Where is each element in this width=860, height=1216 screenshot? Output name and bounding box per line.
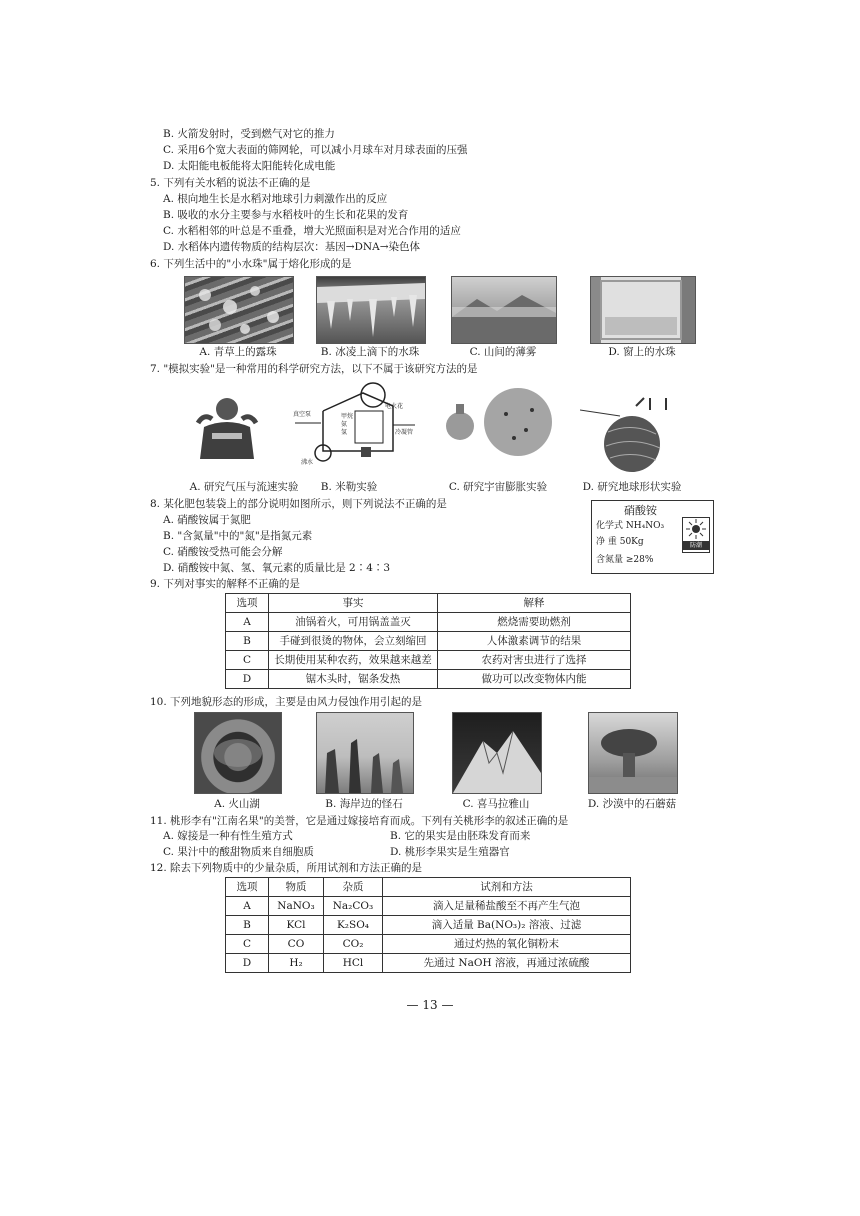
miller-apparatus-diagram bbox=[293, 381, 419, 469]
table-row bbox=[226, 897, 631, 916]
q11-option-b: B. 它的果实是由胚珠发育而来 bbox=[390, 830, 531, 842]
table-row bbox=[226, 632, 631, 651]
table-cell: B bbox=[226, 632, 269, 651]
q7-image-d-globe bbox=[580, 392, 686, 472]
table-row bbox=[226, 651, 631, 670]
q6-caption-a: A. 青草上的露珠 bbox=[199, 346, 277, 358]
icicle-icon bbox=[317, 277, 425, 343]
fertilizer-label-nitrogen: 含氮量 ≥28% bbox=[596, 555, 654, 565]
dew-drops-icon bbox=[185, 277, 293, 343]
q12-header-method: 试剂和方法 bbox=[383, 878, 631, 897]
q11-option-a: A. 嫁接是一种有性生殖方式 bbox=[163, 830, 293, 842]
table-cell: 锯木头时，锯条发热 bbox=[269, 670, 438, 689]
q6-image-b-icicle bbox=[316, 276, 426, 344]
table-row bbox=[226, 935, 631, 954]
table-cell: Na₂CO₃ bbox=[324, 897, 383, 916]
q9-stem: 9. 下列对事实的解释不正确的是 bbox=[150, 578, 300, 590]
q7-stem: 7. "模拟实验"是一种常用的科学研究方法，以下不属于该研究方法的是 bbox=[150, 363, 478, 375]
fertilizer-label-formula: 化学式 NH₄NO₃ bbox=[596, 521, 665, 531]
q8-option-a: A. 硝酸铵属于氮肥 bbox=[163, 514, 251, 526]
volcanic-lake-icon bbox=[195, 713, 281, 793]
q10-caption-c: C. 喜马拉雅山 bbox=[462, 798, 530, 810]
window-droplets-icon bbox=[591, 277, 695, 343]
q7b-hydrogen-label: 氢 bbox=[341, 429, 348, 436]
fertilizer-label-title: 硝酸铵 bbox=[624, 504, 657, 517]
table-cell: 油锅着火，可用锅盖盖灭 bbox=[269, 613, 438, 632]
q7-caption-a: A. 研究气压与流速实验 bbox=[189, 481, 299, 493]
q5-option-c: C. 水稻相邻的叶总是不重叠，增大光照面积是对光合作用的适应 bbox=[163, 225, 461, 237]
q6-caption-c: C. 山间的薄雾 bbox=[469, 346, 537, 358]
table-cell: 人体激素调节的结果 bbox=[438, 632, 631, 651]
table-cell: CO₂ bbox=[324, 935, 383, 954]
q7b-condenser-label: 冷凝管 bbox=[395, 429, 414, 436]
q11-option-c: C. 果汁中的酸甜物质来自细胞质 bbox=[163, 846, 314, 858]
q5-stem: 5. 下列有关水稻的说法不正确的是 bbox=[150, 177, 311, 189]
table-cell: 滴入足量稀盐酸至不再产生气泡 bbox=[383, 897, 631, 916]
q6-caption-b: B. 冰凌上滴下的水珠 bbox=[320, 346, 420, 358]
q12-table bbox=[225, 877, 631, 973]
table-cell: 滴入适量 Ba(NO₃)₂ 溶液、过滤 bbox=[383, 916, 631, 935]
mushroom-rock-icon bbox=[589, 713, 677, 793]
moisture-proof-icon bbox=[682, 517, 710, 553]
snow-mountain-icon bbox=[453, 713, 541, 793]
table-cell: 先通过 NaOH 溶液，再通过浓硫酸 bbox=[383, 954, 631, 973]
q10-image-c-himalaya bbox=[452, 712, 542, 794]
q9-header-fact: 事实 bbox=[269, 594, 438, 613]
table-cell: H₂ bbox=[269, 954, 324, 973]
q6-stem: 6. 下列生活中的"小水珠"属于熔化形成的是 bbox=[150, 258, 352, 270]
person-blowing-paper-icon bbox=[190, 393, 264, 459]
table-cell: 通过灼热的氧化铜粉末 bbox=[383, 935, 631, 954]
q10-caption-b: B. 海岸边的怪石 bbox=[325, 798, 403, 810]
q4-option-c: C. 采用6个宽大表面的筛网轮，可以减小月球车对月球表面的压强 bbox=[163, 144, 468, 156]
q8-stem: 8. 某化肥包装袋上的部分说明如图所示，则下列说法不正确的是 bbox=[150, 498, 447, 510]
q4-option-d: D. 太阳能电板能将太阳能转化成电能 bbox=[163, 160, 336, 172]
q7-image-c-balloon bbox=[440, 386, 552, 460]
q5-option-d: D. 水稻体内遗传物质的结构层次：基因→DNA→染色体 bbox=[163, 241, 421, 253]
table-row bbox=[226, 670, 631, 689]
q7-caption-d: D. 研究地球形状实验 bbox=[582, 481, 682, 493]
q7-caption-c: C. 研究宇宙膨胀实验 bbox=[448, 481, 548, 493]
mountain-fog-icon bbox=[452, 277, 556, 343]
q7b-vacuum-pump-label: 真空泵 bbox=[293, 411, 312, 418]
q6-caption-d: D. 窗上的水珠 bbox=[608, 346, 676, 358]
page-number: — 13 — bbox=[406, 998, 454, 1012]
q10-caption-a: A. 火山湖 bbox=[214, 798, 260, 810]
q8-option-b: B. "含氮量"中的"氮"是指氮元素 bbox=[163, 530, 313, 542]
table-cell: CO bbox=[269, 935, 324, 954]
table-cell: C bbox=[226, 935, 269, 954]
q9-table bbox=[225, 593, 631, 689]
fertilizer-label bbox=[591, 500, 714, 574]
q5-option-b: B. 吸收的水分主要参与水稻枝叶的生长和花果的发育 bbox=[163, 209, 409, 221]
table-cell: A bbox=[226, 613, 269, 632]
q7b-ammonia-label: 氨 bbox=[341, 421, 348, 428]
expanding-balloon-icon bbox=[440, 386, 552, 460]
table-cell: D bbox=[226, 670, 269, 689]
q10-image-b-sea-stacks bbox=[316, 712, 414, 794]
moisture-proof-text: 防潮 bbox=[683, 541, 709, 550]
table-cell: 手碰到很烫的物体，会立刻缩回 bbox=[269, 632, 438, 651]
q6-image-d-window bbox=[590, 276, 696, 344]
table-cell: C bbox=[226, 651, 269, 670]
table-cell: D bbox=[226, 954, 269, 973]
q7-image-a-person bbox=[190, 393, 264, 459]
table-cell: KCl bbox=[269, 916, 324, 935]
q6-image-c-fog bbox=[451, 276, 557, 344]
q6-image-a-dew bbox=[184, 276, 294, 344]
q9-header-explain: 解释 bbox=[438, 594, 631, 613]
q10-image-d-mushroom-rock bbox=[588, 712, 678, 794]
q12-header-option: 选项 bbox=[226, 878, 269, 897]
globe-ship-icon bbox=[580, 392, 686, 472]
table-cell: 燃烧需要助燃剂 bbox=[438, 613, 631, 632]
q12-stem: 12. 除去下列物质中的少量杂质，所用试剂和方法正确的是 bbox=[150, 862, 423, 874]
q7-caption-b: B. 米勒实验 bbox=[320, 481, 378, 493]
table-cell: 农药对害虫进行了选择 bbox=[438, 651, 631, 670]
table-cell: B bbox=[226, 916, 269, 935]
q12-header-substance: 物质 bbox=[269, 878, 324, 897]
q10-stem: 10. 下列地貌形态的形成，主要是由风力侵蚀作用引起的是 bbox=[150, 696, 423, 708]
table-row bbox=[226, 916, 631, 935]
fertilizer-label-weight: 净 重 50Kg bbox=[596, 537, 644, 547]
q7b-spark-label: 电火花 bbox=[385, 403, 404, 410]
table-cell: K₂SO₄ bbox=[324, 916, 383, 935]
table-row bbox=[226, 613, 631, 632]
q9-header-option: 选项 bbox=[226, 594, 269, 613]
table-cell: A bbox=[226, 897, 269, 916]
table-cell: HCl bbox=[324, 954, 383, 973]
table-header-row bbox=[226, 594, 631, 613]
q12-header-impurity: 杂质 bbox=[324, 878, 383, 897]
table-row bbox=[226, 954, 631, 973]
q8-option-c: C. 硝酸铵受热可能会分解 bbox=[163, 546, 283, 558]
q7b-boiling-water-label: 沸水 bbox=[301, 459, 314, 466]
table-cell: 长期使用某种农药，效果越来越差 bbox=[269, 651, 438, 670]
table-cell: NaNO₃ bbox=[269, 897, 324, 916]
q10-caption-d: D. 沙漠中的石蘑菇 bbox=[587, 798, 677, 810]
table-cell: 做功可以改变物体内能 bbox=[438, 670, 631, 689]
q11-option-d: D. 桃形李果实是生殖器官 bbox=[390, 846, 510, 858]
q11-stem: 11. 桃形李有"江南名果"的美誉，它是通过嫁接培育而成。下列有关桃形李的叙述正确的是 bbox=[150, 815, 569, 827]
q8-option-d: D. 硝酸铵中氮、氢、氧元素的质量比是 2∶4∶3 bbox=[163, 562, 391, 574]
q10-image-a-volcanic-lake bbox=[194, 712, 282, 794]
sea-stacks-icon bbox=[317, 713, 413, 793]
q5-option-a: A. 根向地生长是水稻对地球引力刺激作出的反应 bbox=[163, 193, 388, 205]
q7b-methane-label: 甲烷 bbox=[341, 413, 354, 420]
table-header-row bbox=[226, 878, 631, 897]
q7-image-b-miller-apparatus bbox=[293, 381, 419, 469]
q4-option-b: B. 火箭发射时，受到燃气对它的推力 bbox=[163, 128, 335, 140]
